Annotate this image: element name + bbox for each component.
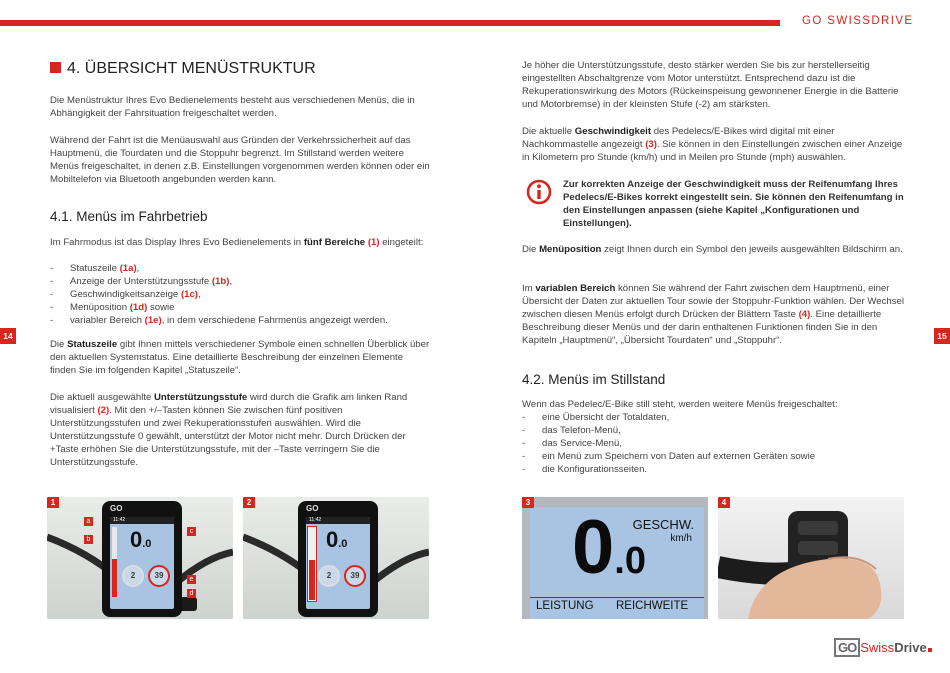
gauge-left: 2 <box>318 565 340 587</box>
speed-dec: .0 <box>614 540 646 582</box>
list-item: - eine Übersicht der Totaldaten, <box>522 411 904 424</box>
status-time: 11:42 <box>309 517 322 523</box>
assist-level-bar-highlight <box>307 526 317 602</box>
speed-unit: km/h <box>670 533 692 544</box>
speed-int: 0 <box>130 527 143 552</box>
list-after: , <box>198 289 201 300</box>
logo-dot <box>928 648 932 652</box>
range-label: REICHWEITE <box>616 600 689 612</box>
callout-c: c <box>187 527 196 536</box>
chapter-title <box>50 60 316 78</box>
list-text: Anzeige der Unterstützungsstufe <box>70 276 212 287</box>
list-item <box>50 275 430 288</box>
figure-number: 1 <box>47 497 59 508</box>
status-bar <box>306 517 370 524</box>
bold-run: Statuszeile <box>67 339 118 350</box>
text-run: . Eine detaillierte Beschreibung dieser Menüs und der darin enthaltenen Funktionen finden Sie in den Kapiteln „Hauptmenü“, „Übersicht Tourdaten“ und „Stoppuhr“. <box>522 309 882 346</box>
assist-level-bar <box>112 527 117 597</box>
text-run: des Pedelecs/E-Bikes wird digital mit einer Nachkommastelle angezeigt <box>522 126 835 150</box>
speed-label: GESCHW. <box>632 517 694 532</box>
bold-run: variablen Bereich <box>535 283 616 294</box>
text-run: Die <box>50 339 68 350</box>
list-ref: (1d) <box>129 302 148 313</box>
device-logo: GO <box>306 504 319 513</box>
thumb-on-button-illustration <box>718 497 904 619</box>
text-run: . Mit den +/–Tasten können Sie zwischen fünf positiven Unterstützungsstufen und zwei Rekuperationsstufen auswählen. Wird die Unterstützungsstufe 0 gewählt, unterstützt der Motor nicht mehr. Durch Drücken der +Taste erhöhen Sie die Unterstützungsstufe, mit der –Taste verringern Sie die Unterstützungsstufe. <box>50 405 406 468</box>
assist-level-fill <box>112 559 117 597</box>
text-run: zeigt Ihnen durch ein Symbol den jeweils ausgewählten Bildschirm an. <box>601 244 903 255</box>
ref-2: (2) <box>97 405 110 416</box>
list-text: Geschwindigkeitsanzeige <box>70 289 181 300</box>
text-run: gibt Ihnen mittels verschiedener Symbole einen schnellen Überblick über den aktuellen Systemstatus. Eine detaillierte Beschreibung der einzelnen Elemente finden Sie im folgenden Kapitel „Statuszeile“. <box>50 339 430 376</box>
logo-text-bold: Drive <box>894 640 927 655</box>
text-run: . Sie können in den Einstellungen zwischen einer Anzeige in Kilometern pro Stunde (km/h) und in Meilen pro Stunde (mph) auswählen. <box>522 139 903 163</box>
list-after: , <box>136 263 140 274</box>
right-paragraph-5: Wenn das Pedelec/E-Bike still steht, werden weitere Menüs freigeschaltet: <box>522 399 838 410</box>
ref-1: (1) <box>367 237 380 248</box>
speed-value-large <box>572 503 646 606</box>
chapter-title-text: 4. ÜBERSICHT MENÜSTRUKTUR <box>67 60 316 77</box>
list-text: Menüposition <box>70 302 130 313</box>
list-after: , in dem verschiedene Fahrmenüs angezeigt werden. <box>161 315 388 326</box>
right-paragraph-2 <box>522 125 904 164</box>
bold-run: Geschwindigkeit <box>574 126 652 137</box>
page-number-left: 14 <box>0 328 16 344</box>
left-paragraph-3 <box>50 236 430 249</box>
page-number-right: 15 <box>934 328 950 344</box>
figure-3 <box>522 497 708 619</box>
figure-number: 3 <box>522 497 534 508</box>
text-run: Die aktuelle <box>522 126 575 137</box>
list-ref: (1c) <box>180 289 198 300</box>
gauge-right: 39 <box>148 565 170 587</box>
display-body <box>102 501 182 617</box>
list-item: - das Service-Menü, <box>522 437 904 450</box>
text-run: Die <box>522 244 540 255</box>
bold-run: fünf Bereiche <box>303 237 366 248</box>
list-after: , <box>229 276 233 287</box>
right-dash-list <box>522 411 904 476</box>
list-item: - das Telefon-Menü, <box>522 424 904 437</box>
red-square-icon <box>50 62 61 73</box>
list-after: sowie <box>147 302 175 313</box>
figure-2 <box>243 497 429 619</box>
figure-number: 2 <box>243 497 255 508</box>
list-item <box>50 314 430 327</box>
text-run: können Sie während der Fahrt zwischen dem Hauptmenü, einer Übersicht der Daten zur aktuellen Tour sowie der Stoppuhr-Funktion wählen. Der Wechsel zwischen diesen Menüs erfolgt durch Drücken der Blättern Taste <box>522 283 904 320</box>
gauge-right: 39 <box>344 565 366 587</box>
text-run: Im Fahrmodus ist das Display Ihres Evo Bedienelements in <box>50 237 304 248</box>
logo-text: Swiss <box>860 640 895 655</box>
assist-level-fill <box>309 560 315 600</box>
header-red-bar <box>0 20 780 26</box>
list-ref: (1e) <box>144 315 162 326</box>
display-screen <box>110 517 174 609</box>
callout-a: a <box>84 517 93 526</box>
speed-dec: .0 <box>338 538 348 550</box>
info-icon <box>526 179 552 205</box>
ref-3: (3) <box>645 139 657 150</box>
logo-mark: GO <box>834 638 860 657</box>
callout-e: e <box>187 575 196 584</box>
divider <box>530 597 704 598</box>
speed-int: 0 <box>572 505 615 590</box>
bold-run: Unterstützungsstufe <box>154 392 248 403</box>
status-bar <box>110 517 174 524</box>
figure-1 <box>47 497 233 619</box>
text-run: Die aktuell ausgewählte <box>50 392 154 403</box>
list-ref: (1b) <box>211 276 230 287</box>
section-title-4-2: 4.2. Menüs im Stillstand <box>522 372 666 387</box>
status-time: 11:42 <box>113 517 126 523</box>
left-dash-list <box>50 262 430 327</box>
text-run: Im <box>522 283 536 294</box>
callout-d: d <box>187 589 196 598</box>
list-ref: (1a) <box>119 263 137 274</box>
left-paragraph-2: Während der Fahrt ist die Menüauswahl aus Gründen der Verkehrssicherheit auf das Hauptmenü, die Tourdaten und die Stoppuhr begrenzt. Im Stillstand werden weitere Menüs freigeschaltet, in denen z.B. Einstellungen vorgenommen werden können oder ein Mobiltelefon via Bluetooth angebunden werden kann. <box>50 135 430 185</box>
text-run: eingeteilt: <box>379 237 424 248</box>
speed-screen-closeup <box>530 507 704 619</box>
list-text: Statuszeile <box>70 263 120 274</box>
left-paragraph-4 <box>50 338 430 377</box>
speed-value <box>130 527 151 553</box>
list-item <box>50 288 430 301</box>
power-label: LEISTUNG <box>536 600 594 612</box>
info-note-text: Zur korrekten Anzeige der Geschwindigkeit muss der Reifenumfang Ihres Pedelecs/E-Bikes korrekt eingestellt sein. Sie können den Reifenumfang in den Einstellungen anpassen (siehe Kapitel „Konfigurationen und Einstellungen). <box>563 179 904 229</box>
list-item: - ein Menü zum Speichern von Daten auf externen Geräten sowie <box>522 450 904 463</box>
figure-number: 4 <box>718 497 730 508</box>
right-paragraph-4 <box>522 282 904 347</box>
list-text: variabler Bereich <box>70 315 145 326</box>
text-run: wird durch die Grafik am linken Rand visualisiert <box>50 392 408 416</box>
list-item: - die Konfigurationsseiten. <box>522 463 904 476</box>
right-paragraph-1: Je höher die Unterstützungsstufe, desto stärker werden Sie bis zur herstellerseitig eingestellten Abschaltgrenze vom Motor unterstützt. Entsprechend dazu ist die Rekuperationswirkung des Motors (Rückeinspeisung gewonnener Energie in die Batterie und Motorbremse) in der kleinsten Stufe (-2) am stärksten. <box>522 60 899 110</box>
footer-logo <box>834 638 932 657</box>
left-paragraph-1: Die Menüstruktur Ihres Evo Bedienelements besteht aus verschiedenen Menüs, die in Abhängigkeit der Fahrsituation freigeschaltet werden. <box>50 95 415 119</box>
figure-4 <box>718 497 904 619</box>
callout-b: b <box>84 535 93 544</box>
display-screen <box>306 517 370 609</box>
display-body <box>298 501 378 617</box>
right-paragraph-3 <box>522 243 904 256</box>
section-title-4-1: 4.1. Menüs im Fahrbetrieb <box>50 209 208 224</box>
device-logo: GO <box>110 504 123 513</box>
speed-value <box>326 527 347 553</box>
speed-dec: .0 <box>142 538 152 550</box>
gauge-left: 2 <box>122 565 144 587</box>
ref-4: (4) <box>798 309 811 320</box>
header-brand: GO SWISSDRIVE <box>802 15 914 27</box>
speed-int: 0 <box>326 527 339 552</box>
list-item <box>50 262 430 275</box>
list-item <box>50 301 430 314</box>
left-paragraph-5 <box>50 391 430 469</box>
bold-run: Menüposition <box>539 244 602 255</box>
